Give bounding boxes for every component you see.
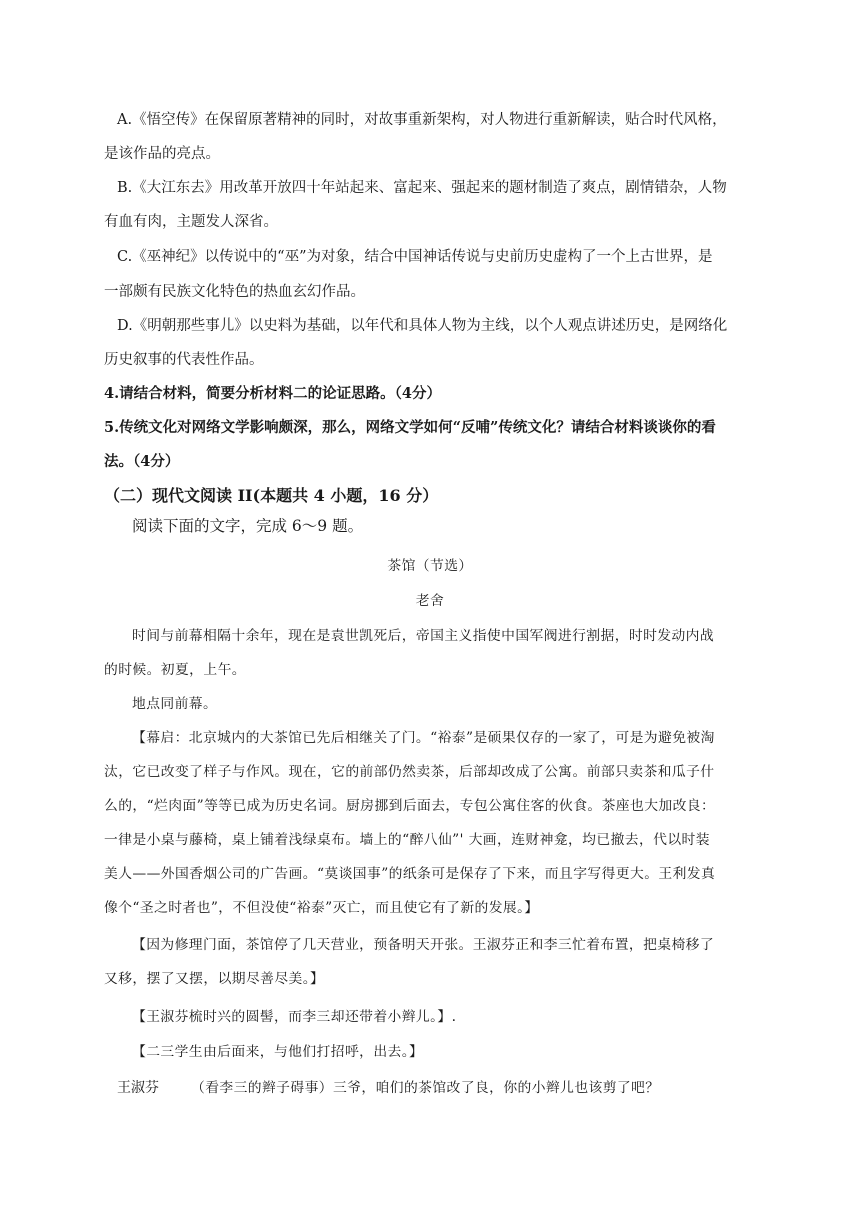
stage-place: 地点同前幕。 — [132, 696, 218, 712]
play-title: 茶馆（节选） — [387, 558, 473, 574]
dialogue-speaker: 王淑芬 — [117, 1080, 159, 1096]
curtain-direction-line-1: 【幕启：北京城内的大茶馆已先后相继关了门。“裕泰”是硕果仅存的一家了，可是为避免被淘 — [132, 730, 715, 746]
curtain-direction-line-5: 美人——外国香烟公司的广告画。“莫谈国事”的纸条可是保存了下来，而且字写得更大。王利发真 — [104, 866, 716, 882]
curtain-direction-line-3: 么的，“烂肉面”等等已成为历史名词。厨房挪到后面去，专包公寓住客的伙食。茶座也大加改良： — [104, 798, 716, 814]
option-b-line-2: 有血有肉，主题发人深省。 — [104, 214, 278, 230]
curtain-direction-line-4: 一律是小桌与藤椅，桌上铺着浅绿桌布。墙上的“醉八仙”' 大画，连财神龛，均已撤去，代以时装 — [104, 832, 710, 848]
option-d-line-1: D.《明朝那些事儿》以史料为基础，以年代和具体人物为主线，以个人观点讲述历史，是网络化 — [117, 318, 728, 334]
option-d-line-2: 历史叙事的代表性作品。 — [104, 352, 264, 368]
curtain-direction-line-6: 像个“圣之时者也”，不但没使“裕泰”灭亡，而且使它有了新的发展。】 — [104, 900, 539, 916]
option-c-line-1: C.《巫神纪》以传说中的“巫”为对象，结合中国神话传说与史前历史虚构了一个上古世界，是 — [117, 249, 713, 265]
question-5-line-1: 5.传统文化对网络文学影响颇深，那么，网络文学如何“反哺”传统文化？请结合材料谈谈你的看 — [104, 419, 716, 436]
question-4: 4.请结合材料，简要分析材料二的论证思路。（4分） — [104, 385, 441, 402]
option-c-line-2: 一部颇有民族文化特色的热血玄幻作品。 — [104, 284, 365, 300]
option-b-line-1: B.《大江东去》用改革开放四十年站起来、富起来、强起来的题材制造了爽点，剧情错杂，人物 — [117, 180, 727, 196]
repair-direction-line-1: 【因为修理门面，茶馆停了几天营业，预备明天开张。王淑芬正和李三忙着布置，把桌椅移了 — [132, 937, 715, 953]
students-direction: 【二三学生由后面来，与他们打招呼，出去。】 — [132, 1044, 424, 1060]
curtain-direction-line-2: 汰，它已改变了样子与作风。现在，它的前部仍然卖茶，后部却改成了公寓。前部只卖茶和瓜子什 — [104, 764, 715, 780]
section-heading: （二）现代文阅读 II(本题共 4 小题，16 分） — [104, 486, 439, 505]
section-instruction: 阅读下面的文字，完成 6～9 题。 — [132, 517, 364, 535]
stage-time-line-2: 的时候。初夏，上午。 — [104, 662, 246, 678]
stage-time-line-1: 时间与前幕相隔十余年，现在是袁世凯死后，帝国主义指使中国军阀进行割据，时时发动内战 — [132, 628, 715, 644]
option-a-line-2: 是该作品的亮点。 — [104, 146, 220, 162]
option-a-line-1: A.《悟空传》在保留原著精神的同时，对故事重新架构，对人物进行重新解读，贴合时代风格， — [117, 112, 727, 128]
hair-direction: 【王淑芬梳时兴的圆髻，而李三却还带着小辫儿。】. — [132, 1009, 457, 1025]
play-author: 老舍 — [415, 593, 445, 609]
repair-direction-line-2: 又移，摆了又摆，以期尽善尽美。】 — [104, 971, 325, 987]
dialogue-line: （看李三的辫子碍事）三爷，咱们的茶馆改了良，你的小辫儿也该剪了吧？ — [191, 1080, 660, 1096]
question-5-line-2: 法。（4分） — [104, 453, 180, 470]
